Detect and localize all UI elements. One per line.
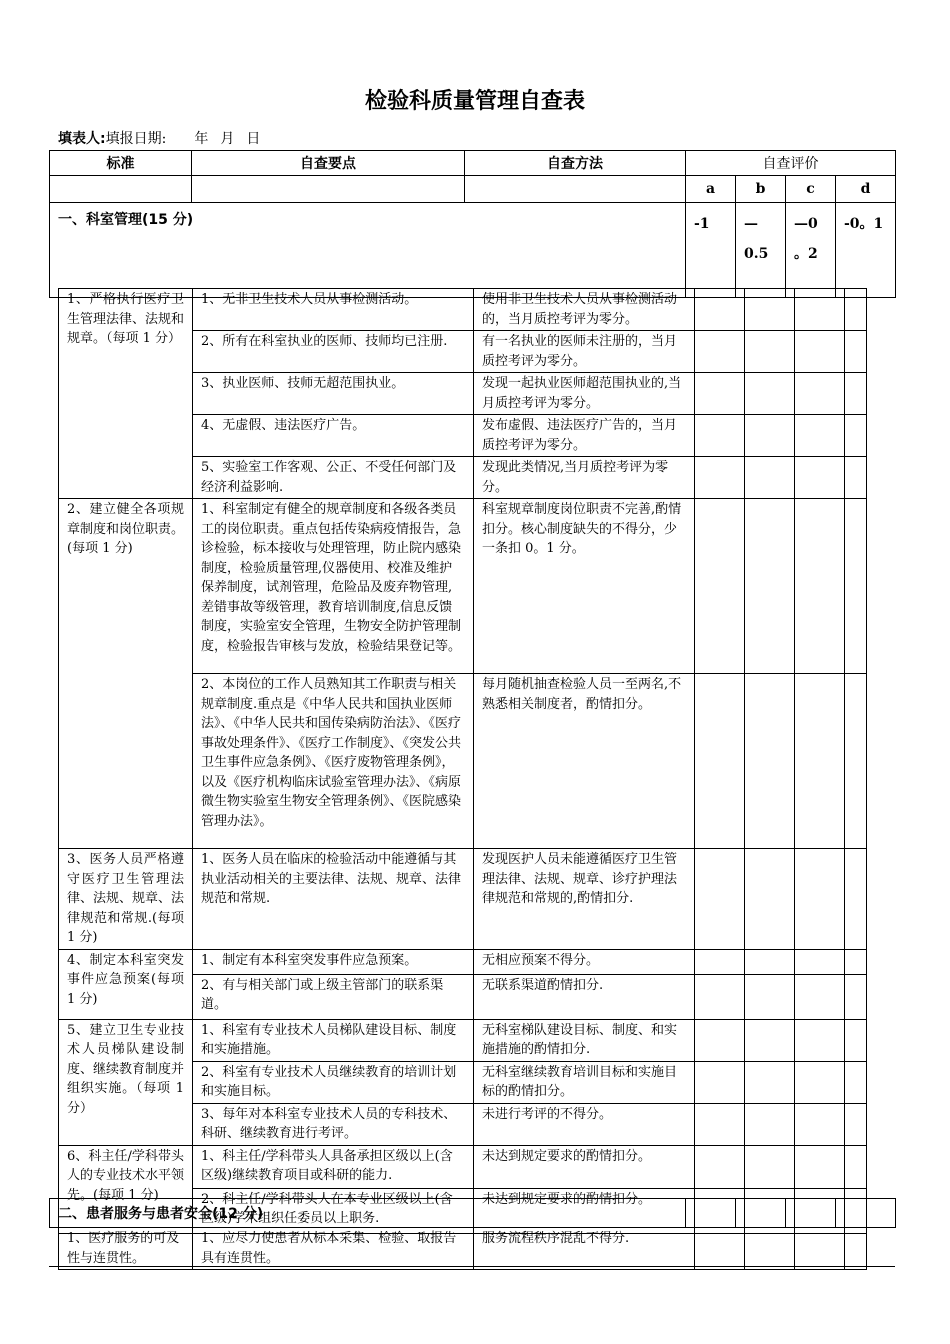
- score-a: -1: [686, 203, 736, 298]
- grade-cell[interactable]: [745, 415, 795, 457]
- grade-cell[interactable]: [695, 1019, 745, 1061]
- grade-cell[interactable]: [745, 949, 795, 974]
- grade-cell[interactable]: [795, 499, 845, 674]
- standard-cell: 1、严格执行医疗卫生管理法律、法规和规章。（每项 1 分）: [59, 289, 193, 499]
- bottom-rule: [49, 1266, 895, 1267]
- grade-cell[interactable]: [745, 1228, 795, 1270]
- grade-cell[interactable]: [845, 289, 867, 331]
- section-title: 一、科室管理(15 分): [50, 203, 686, 298]
- table-row: [59, 949, 867, 974]
- fill-year: 年: [194, 131, 209, 147]
- grade-cell[interactable]: [795, 457, 845, 499]
- method-cell: 每月随机抽查检验人员一至两名,不熟悉相关制度者，酌情扣分。: [474, 674, 695, 849]
- grade-cell[interactable]: [745, 457, 795, 499]
- grade-cell[interactable]: [695, 415, 745, 457]
- point-cell: 5、实验室工作客观、公正、不受任何部门及经济利益影响.: [193, 457, 474, 499]
- grade-cell[interactable]: [695, 849, 745, 950]
- fill-person-label: 填表人:: [58, 131, 106, 147]
- method-cell: 无科室梯队建设目标、制度、和实施措施的酌情扣分.: [474, 1019, 695, 1061]
- point-cell: 4、无虚假、违法医疗广告。: [193, 415, 474, 457]
- point-cell: 1、科室制定有健全的规章制度和各级各类员工的岗位职责。重点包括传染病疫情报告，急诊检验，标本接收与处理管理，防止院内感染制度，检验质量管理,仪器使用、校准及维护保养制度，试剂管理，危险品及废弃物管理,差错事故等级管理，教育培训制度,信息反馈制度，实验室安全管理，生物安全防护管理制度，检验报告审核与发放，检验结果登记等。: [193, 499, 474, 674]
- method-cell: 服务流程秩序混乱不得分.: [474, 1228, 695, 1270]
- standard-cell: 2、建立健全各项规章制度和岗位职责。(每项 1 分): [59, 499, 193, 849]
- section2-header-table: [49, 1198, 896, 1228]
- grade-cell[interactable]: [845, 1061, 867, 1103]
- grade-cell[interactable]: [745, 373, 795, 415]
- grade-cell[interactable]: [795, 289, 845, 331]
- grade-cell[interactable]: [695, 1145, 745, 1188]
- grade-cell[interactable]: [845, 373, 867, 415]
- grade-cell[interactable]: [845, 1145, 867, 1188]
- table-row: [59, 849, 867, 950]
- grade-cell[interactable]: [695, 1103, 745, 1145]
- method-cell: 发现一起执业医师超范围执业的,当月质控考评为零分。: [474, 373, 695, 415]
- table-row: [59, 1228, 867, 1270]
- point-cell: 2、科室有专业技术人员继续教育的培训计划和实施目标。: [193, 1061, 474, 1103]
- grade-cell[interactable]: [745, 331, 795, 373]
- empty-cell: [192, 176, 465, 203]
- page-title: 检验科质量管理自查表: [364, 89, 585, 114]
- score-b: —0.5: [736, 203, 786, 298]
- grade-cell[interactable]: [695, 1228, 745, 1270]
- fill-month: 月: [220, 131, 235, 147]
- method-cell: 未达到规定要求的酌情扣分。: [474, 1145, 695, 1188]
- grade-cell[interactable]: [695, 499, 745, 674]
- col-method-header: 自查方法: [465, 151, 686, 176]
- grade-cell[interactable]: [795, 1103, 845, 1145]
- grade-cell[interactable]: [795, 373, 845, 415]
- grade-cell[interactable]: [845, 1228, 867, 1270]
- grade-cell[interactable]: [795, 1061, 845, 1103]
- grade-cell[interactable]: [745, 289, 795, 331]
- method-cell: 发现医护人员未能遵循医疗卫生管理法律、法规、规章、诊疗护理法律规范和常规的,酌情扣分.: [474, 849, 695, 950]
- fill-day: 日: [246, 131, 261, 147]
- method-cell: 发现此类情况,当月质控考评为零分。: [474, 457, 695, 499]
- grade-cell[interactable]: [845, 457, 867, 499]
- grade-cell[interactable]: [745, 499, 795, 674]
- grade-cell[interactable]: [845, 415, 867, 457]
- grade-cell[interactable]: [695, 373, 745, 415]
- grade-c: c: [786, 176, 836, 203]
- point-cell: 2、科主任/学科带头人在本专业区级以上(含区级)学术组织任委员以上职务.: [193, 1188, 474, 1233]
- grade-cell[interactable]: [745, 849, 795, 950]
- table-row: [59, 289, 867, 331]
- empty-cell: [50, 176, 192, 203]
- grade-cell[interactable]: [795, 849, 845, 950]
- fill-date-label: 填报日期:: [105, 131, 167, 147]
- grade-cell[interactable]: [795, 1145, 845, 1188]
- standard-cell: 4、制定本科室突发事件应急预案(每项 1 分): [59, 949, 193, 1019]
- method-cell: 无相应预案不得分。: [474, 949, 695, 974]
- grade-cell[interactable]: [845, 974, 867, 1019]
- point-cell: 3、执业医师、技师无超范围执业。: [193, 373, 474, 415]
- grade-cell[interactable]: [695, 949, 745, 974]
- grade-cell[interactable]: [795, 674, 845, 849]
- method-cell: 使用非卫生技术人员从事检测活动的，当月质控考评为零分。: [474, 289, 695, 331]
- grade-cell[interactable]: [845, 849, 867, 950]
- grade-cell[interactable]: [845, 1019, 867, 1061]
- point-cell: 2、本岗位的工作人员熟知其工作职责与相关规章制度.重点是《中华人民共和国执业医师法》、《中华人民共和国传染病防治法》、《医疗事故处理条件》、《医疗工作制度》、《突发公共卫生事件应急条例》、《医疗废物管理条例》，以及《医疗机构临床试验室管理办法》、《病原微生物实验室生物安全管理条例》、《医院感染管理办法》。: [193, 674, 474, 849]
- grade-cell[interactable]: [745, 1019, 795, 1061]
- grade-cell[interactable]: [836, 1199, 896, 1228]
- standards-table: [58, 288, 867, 1234]
- point-cell: 2、所有在科室执业的医师、技师均已注册.: [193, 331, 474, 373]
- grade-cell[interactable]: [686, 1199, 736, 1228]
- grade-d: d: [836, 176, 896, 203]
- grade-cell[interactable]: [736, 1199, 786, 1228]
- standard-cell: 5、建立卫生专业技术人员梯队建设制度、继续教育制度并组织实施。（每项 1 分）: [59, 1019, 193, 1145]
- empty-cell: [465, 176, 686, 203]
- col-standard-header: 标准: [50, 151, 192, 176]
- grade-cell[interactable]: [695, 1061, 745, 1103]
- table-row: [59, 499, 867, 674]
- fill-info-line: [58, 128, 260, 148]
- grade-cell[interactable]: [795, 331, 845, 373]
- grade-cell[interactable]: [845, 674, 867, 849]
- header-table: [49, 150, 896, 298]
- standard-cell: 6、科主任/学科带头人的专业技术水平领先。(每项 1 分): [59, 1145, 193, 1233]
- point-cell: 3、每年对本科室专业技术人员的专科技术、科研、继续教育进行考评。: [193, 1103, 474, 1145]
- table-row: [59, 1145, 867, 1188]
- point-cell: 1、应尽力使患者从标本采集、检验、取报告具有连贯性。: [193, 1228, 474, 1270]
- grade-cell[interactable]: [795, 415, 845, 457]
- grade-cell[interactable]: [845, 499, 867, 674]
- grade-cell[interactable]: [795, 974, 845, 1019]
- grade-b: b: [736, 176, 786, 203]
- grade-cell[interactable]: [745, 974, 795, 1019]
- grade-cell[interactable]: [695, 289, 745, 331]
- grade-cell[interactable]: [795, 1019, 845, 1061]
- table-row: [59, 1019, 867, 1061]
- point-cell: 2、有与相关部门或上级主管部门的联系渠道。: [193, 974, 474, 1019]
- grade-cell[interactable]: [695, 974, 745, 1019]
- grade-cell[interactable]: [695, 457, 745, 499]
- col-points-header: 自查要点: [192, 151, 465, 176]
- point-cell: 1、科室有专业技术人员梯队建设目标、制度和实施措施。: [193, 1019, 474, 1061]
- grade-cell[interactable]: [695, 331, 745, 373]
- section-title: 二、患者服务与患者安全(12 分): [50, 1199, 686, 1228]
- grade-cell[interactable]: [745, 674, 795, 849]
- score-d: -0。1: [836, 203, 896, 298]
- col-eval-header: 自查评价: [686, 151, 896, 176]
- score-c: —0 。2: [786, 203, 836, 298]
- method-cell: 科室规章制度岗位职责不完善,酌情扣分。核心制度缺失的不得分，少一条扣 0。1 分。: [474, 499, 695, 674]
- method-cell: 发布虚假、违法医疗广告的，当月质控考评为零分。: [474, 415, 695, 457]
- standard-cell: 3、医务人员严格遵守医疗卫生管理法律、法规、规章、法律规范和常规.(每项 1 分): [59, 849, 193, 950]
- grade-a: a: [686, 176, 736, 203]
- grade-cell[interactable]: [795, 1228, 845, 1270]
- grade-cell[interactable]: [845, 331, 867, 373]
- method-cell: 无联系渠道酌情扣分.: [474, 974, 695, 1019]
- grade-cell[interactable]: [695, 674, 745, 849]
- grade-cell[interactable]: [845, 1103, 867, 1145]
- method-cell: 未进行考评的不得分。: [474, 1103, 695, 1145]
- grade-cell[interactable]: [795, 949, 845, 974]
- point-cell: 1、制定有本科室突发事件应急预案。: [193, 949, 474, 974]
- method-cell: 有一名执业的医师未注册的，当月质控考评为零分。: [474, 331, 695, 373]
- grade-cell[interactable]: [745, 1061, 795, 1103]
- standard-cell: 1、医疗服务的可及性与连贯性。: [59, 1228, 193, 1270]
- grade-cell[interactable]: [745, 1145, 795, 1188]
- point-cell: 1、医务人员在临床的检验活动中能遵循与其执业活动相关的主要法律、法规、规章、法律规范和常规.: [193, 849, 474, 950]
- point-cell: 1、无非卫生技术人员从事检测活动。: [193, 289, 474, 331]
- point-cell: 1、科主任/学科带头人具备承担区级以上(含区级)继续教育项目或科研的能力.: [193, 1145, 474, 1188]
- method-cell: 未达到规定要求的酌情扣分。: [474, 1188, 695, 1233]
- method-cell: 无科室继续教育培训目标和实施目标的酌情扣分。: [474, 1061, 695, 1103]
- section2-table: [58, 1227, 867, 1270]
- grade-cell[interactable]: [786, 1199, 836, 1228]
- grade-cell[interactable]: [845, 949, 867, 974]
- grade-cell[interactable]: [745, 1103, 795, 1145]
